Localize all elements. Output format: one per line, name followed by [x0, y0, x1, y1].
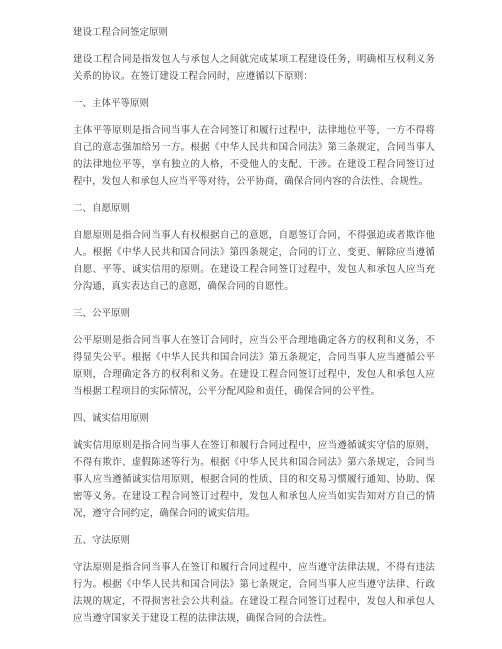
section-heading-4: 四、诚实信用原则	[73, 413, 150, 424]
section-body-4: 诚实信用原则是指合同当事人在签订和履行合同过程中，应当遵循诚实守信的原则，不得有欺诈、虚假陈述等行为。根据《中华人民共和国合同法》第六条规定，合同当事人应当遵循诚实信用原则，根据合同的性质、目的和交易习惯履行通知、协助、保密等义务。在建设工程合同签订过程中，发包人和承包人应当如实告知对方自己的情况，遵守合同约定，确保合同的诚实信用。	[73, 440, 435, 519]
document-page	[73, 24, 435, 637]
section-body-1: 主体平等原则是指合同当事人在合同签订和履行过程中，法律地位平等，一方不得将自己的意志强加给另一方。根据《中华人民共和国合同法》第三条规定，合同当事人的法律地位平等，享有独立的人格，不受他人的支配、干涉。在建设工程合同签订过程中，发包人和承包人应当平等对待，公平协商，确保合同内容的合法性、合规性。	[73, 125, 435, 187]
section-body-2: 自愿原则是指合同当事人有权根据自己的意愿，自愿签订合同，不得强迫或者欺诈他人。根据《中华人民共和国合同法》第四条规定，合同的订立、变更、解除应当遵循自愿、平等、诚实信用的原则。在建设工程合同签订过程中，发包人和承包人应当充分沟通，真实表达自己的意愿，确保合同的自愿性。	[73, 230, 435, 292]
section-body-5: 守法原则是指合同当事人在签订和履行合同过程中，应当遵守法律法规，不得有违法行为。根据《中华人民共和国合同法》第七条规定，合同当事人应当遵守法律、行政法规的规定，不得损害社会公共利益。在建设工程合同签订过程中，发包人和承包人应当遵守国家关于建设工程的法律法规，确保合同的合法性。	[73, 562, 435, 624]
section-heading-5: 五、守法原则	[73, 535, 131, 546]
document-title: 建设工程合同签定原则	[73, 27, 169, 38]
section-heading-3: 三、公平原则	[73, 308, 131, 319]
section-heading-2: 二、自愿原则	[73, 203, 131, 214]
section-heading-1: 一、主体平等原则	[73, 98, 150, 109]
section-body-3: 公平原则是指合同当事人在签订合同时，应当公平合理地确定各方的权利和义务，不得显失公平。根据《中华人民共和国合同法》第五条规定，合同当事人应当遵循公平原则，合理确定各方的权利和义务。在建设工程合同签订过程中，发包人和承包人应当根据工程项目的实际情况，公平分配风险和责任，确保合同的公平性。	[73, 335, 435, 397]
intro-paragraph: 建设工程合同是指发包人与承包人之间就完成某项工程建设任务，明确相互权利义务关系的协议。在签订建设工程合同时，应遵循以下原则：	[73, 54, 435, 82]
